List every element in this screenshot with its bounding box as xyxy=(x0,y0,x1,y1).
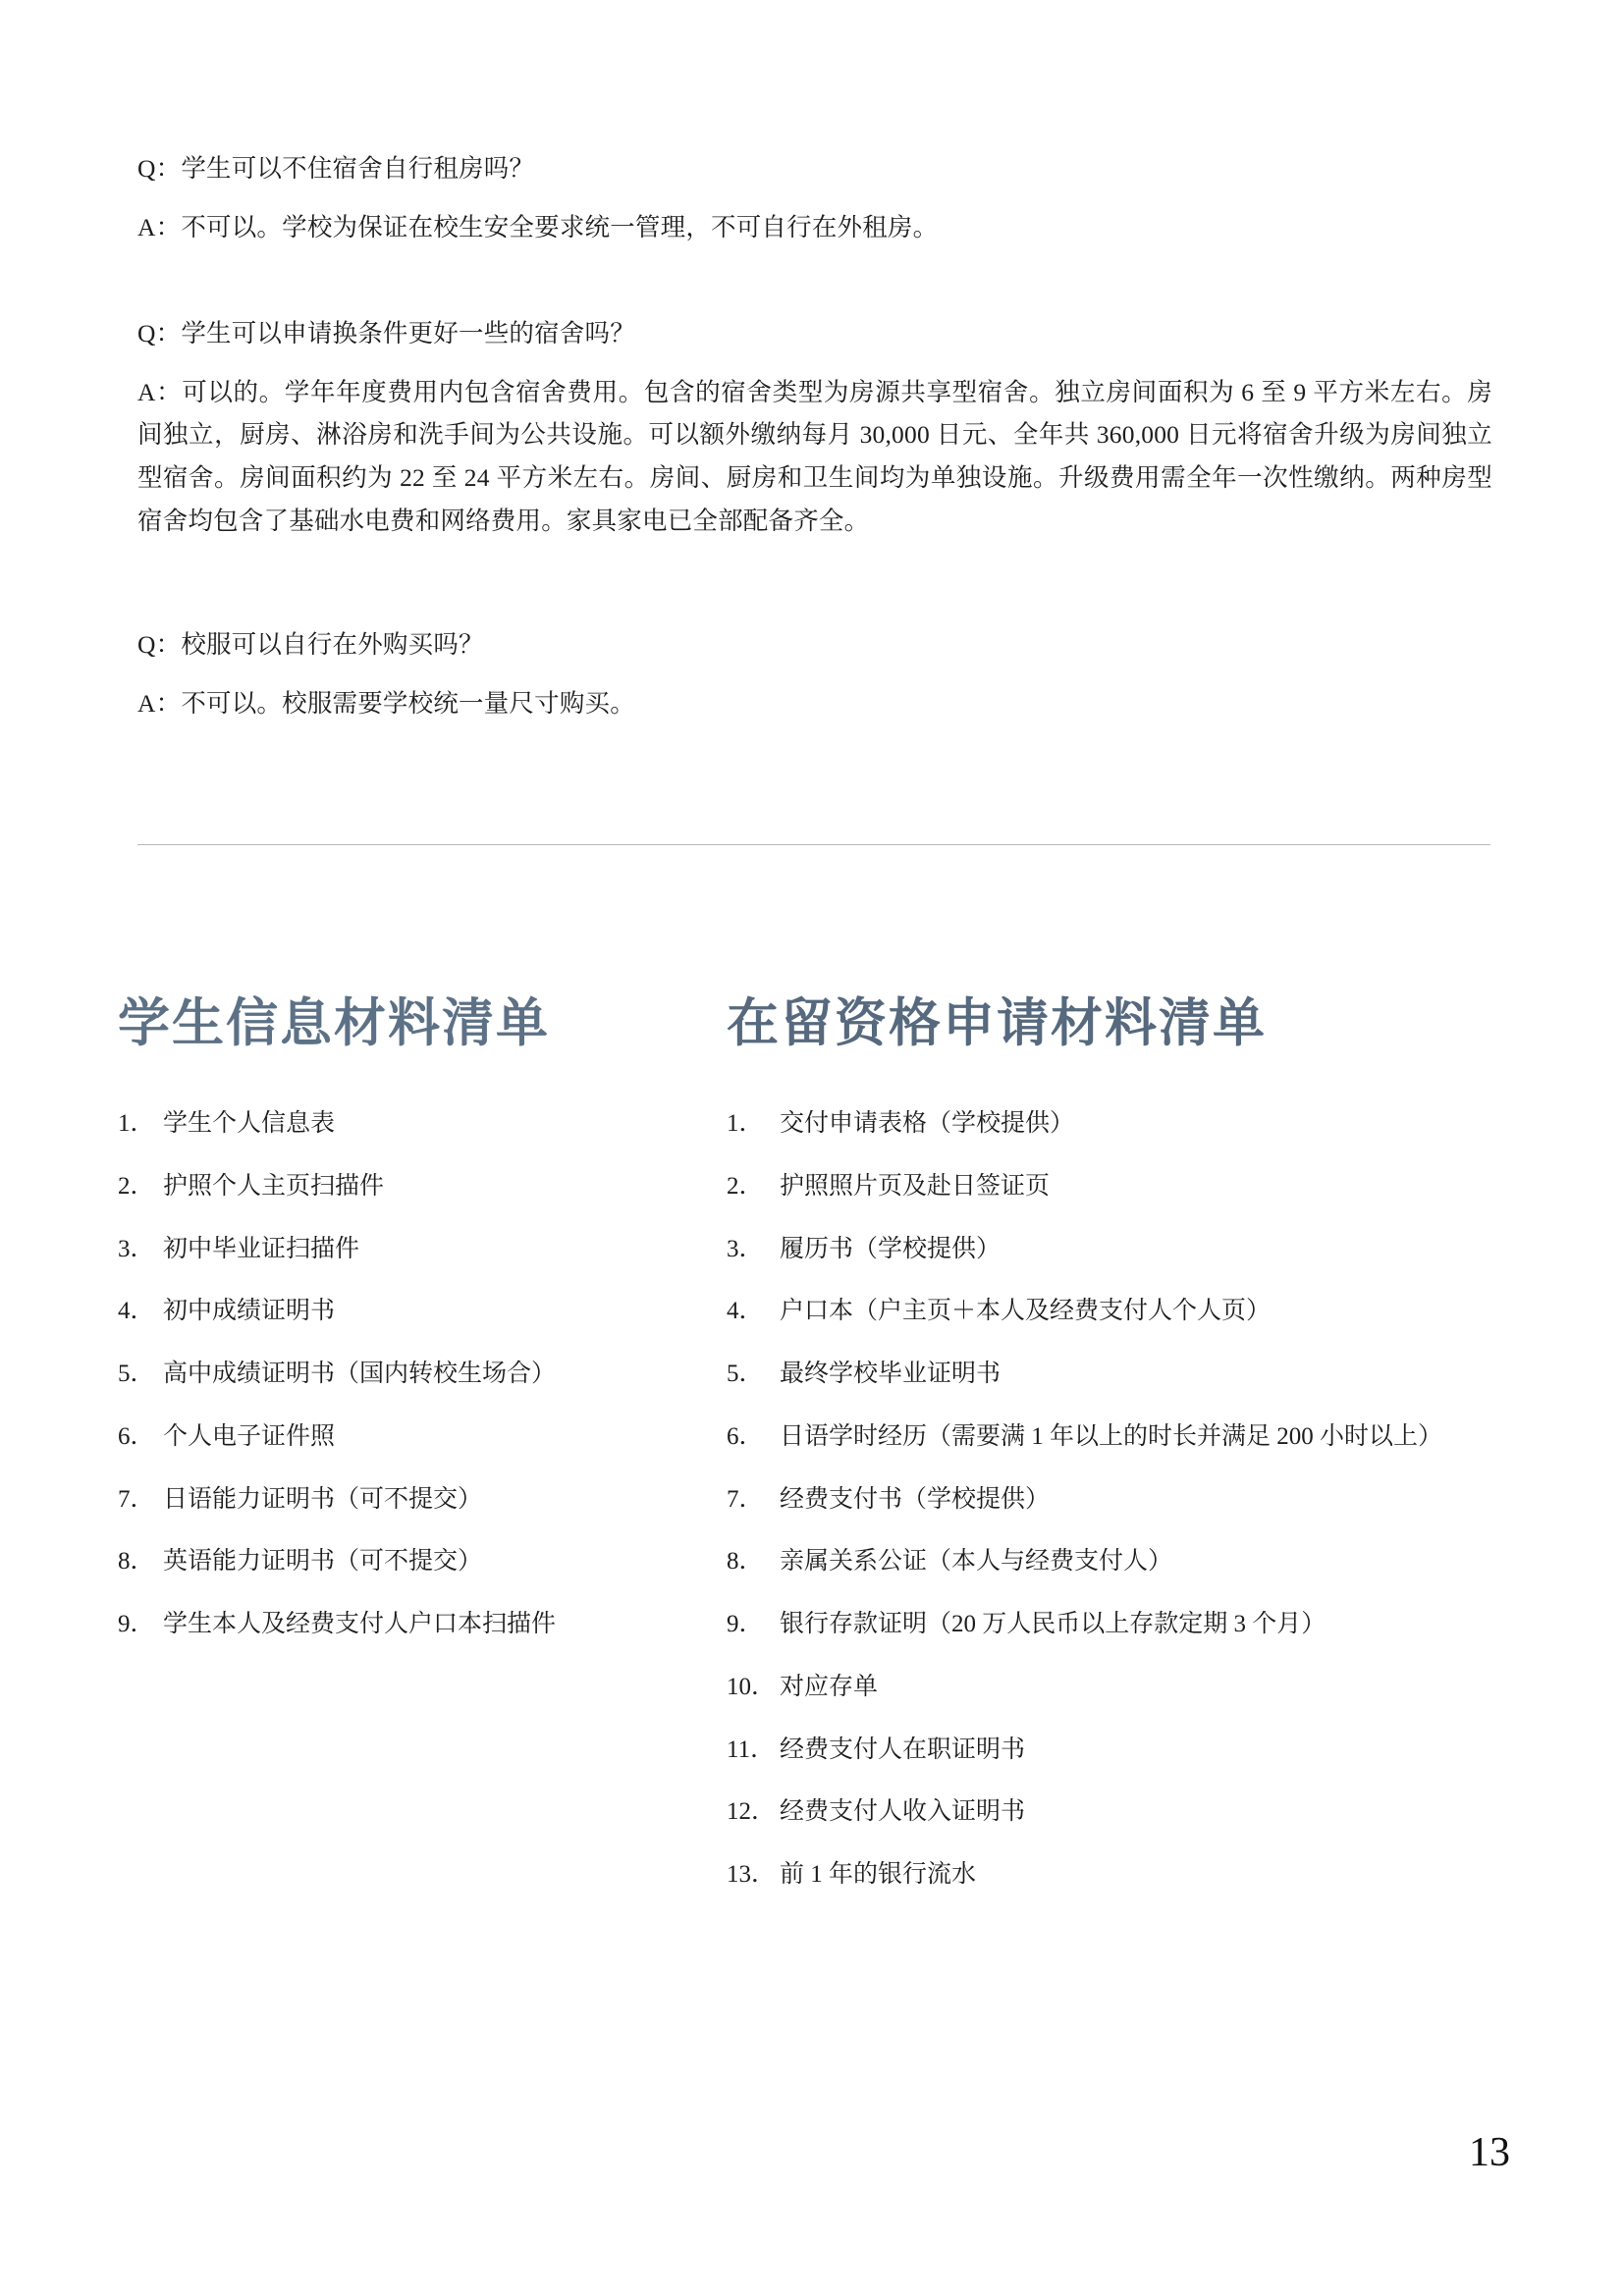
list-item xyxy=(118,1295,707,1328)
list-item xyxy=(118,1358,707,1391)
spacer xyxy=(137,283,1492,312)
list-item xyxy=(727,1671,1512,1704)
list-item-number: 10． xyxy=(727,1673,777,1700)
list-item-number: 9． xyxy=(118,1611,155,1637)
faq-item-3 xyxy=(137,623,1492,725)
faq-answer: A：不可以。校服需要学校统一量尺寸购买。 xyxy=(137,688,635,718)
list-item xyxy=(727,1734,1512,1767)
list-item xyxy=(727,1483,1512,1517)
list-item xyxy=(727,1608,1512,1641)
list-item-label: 护照照片页及赴日签证页 xyxy=(780,1172,1051,1200)
list-item-number: 7． xyxy=(118,1485,155,1513)
student-info-list-title: 学生信息材料清单 xyxy=(118,995,550,1052)
list-item-label: 履历书（学校提供） xyxy=(780,1235,1001,1262)
list-item xyxy=(727,1858,1512,1892)
list-item-number: 6． xyxy=(727,1422,764,1450)
list-item-number: 9． xyxy=(727,1611,764,1637)
list-item-label: 护照个人主页扫描件 xyxy=(163,1172,385,1200)
spacer xyxy=(137,576,1492,623)
list-item-label: 前 1 年的银行流水 xyxy=(780,1861,977,1888)
list-item-label: 日语能力证明书（可不提交） xyxy=(163,1485,483,1513)
faq-answer: A：可以的。学年年度费用内包含宿舍费用。包含的宿舍类型为房源共享型宿舍。独立房间面积为 6 至 9 平方米左右。房间独立，厨房、淋浴房和洗手间为公共设施。可以额外缴纳每月 30,000 日元、全年共 360,000 日元将宿舍升级为房间独立型宿舍。房间面积约为 22 至 24 平方米左右。房间、厨房和卫生间均为单独设施。升级费用需全年一次性缴纳。两种房型宿舍均包含了基础水电费和网络费用。家具家电已全部配备齐全。 xyxy=(137,377,1492,536)
student-info-list xyxy=(118,1107,707,1641)
list-item-number: 8． xyxy=(727,1548,764,1575)
list-item xyxy=(118,1483,707,1517)
list-item-label: 英语能力证明书（可不提交） xyxy=(163,1548,483,1575)
residence-application-list-title: 在留资格申请材料清单 xyxy=(727,995,1267,1052)
list-item xyxy=(727,1358,1512,1391)
faq-item-2 xyxy=(137,312,1492,543)
list-item xyxy=(118,1107,707,1141)
list-item-label: 高中成绩证明书（国内转校生场合） xyxy=(163,1361,557,1387)
list-item-number: 5． xyxy=(727,1361,764,1387)
list-item-number: 5． xyxy=(118,1361,155,1387)
list-item xyxy=(118,1170,707,1203)
material-lists xyxy=(108,982,1512,1921)
faq-section xyxy=(137,147,1492,759)
list-item-label: 初中毕业证扫描件 xyxy=(163,1235,360,1262)
residence-application-list-column xyxy=(707,982,1512,1921)
list-item-number: 12． xyxy=(727,1798,777,1826)
list-item-number: 4． xyxy=(727,1298,764,1325)
list-item xyxy=(727,1795,1512,1829)
list-item-number: 1． xyxy=(118,1110,155,1137)
list-item xyxy=(118,1420,707,1454)
list-item xyxy=(118,1608,707,1641)
faq-question: Q：学生可以不住宿舍自行租房吗？ xyxy=(137,154,535,183)
list-item-number: 13． xyxy=(727,1861,777,1888)
list-item-number: 4． xyxy=(118,1298,155,1325)
list-item-label: 对应存单 xyxy=(780,1673,879,1700)
page-number: 13 xyxy=(1469,2130,1510,2175)
list-item-label: 亲属关系公证（本人与经费支付人） xyxy=(780,1548,1173,1575)
list-item-number: 6． xyxy=(118,1422,155,1450)
list-item-label: 初中成绩证明书 xyxy=(163,1298,336,1325)
list-item-label: 个人电子证件照 xyxy=(163,1422,336,1450)
faq-question: Q：学生可以申请换条件更好一些的宿舍吗？ xyxy=(137,318,635,347)
list-item xyxy=(727,1295,1512,1328)
list-item-number: 1． xyxy=(727,1110,764,1137)
list-item-number: 3． xyxy=(118,1235,155,1262)
list-item xyxy=(118,1545,707,1578)
list-item-label: 学生个人信息表 xyxy=(163,1110,336,1137)
faq-answer: A：不可以。学校为保证在校生安全要求统一管理，不可自行在外租房。 xyxy=(137,212,939,241)
list-item xyxy=(727,1107,1512,1141)
list-item xyxy=(727,1233,1512,1266)
list-item-label: 经费支付书（学校提供） xyxy=(780,1485,1051,1513)
list-item-label: 经费支付人在职证明书 xyxy=(780,1735,1026,1763)
faq-question: Q：校服可以自行在外购买吗？ xyxy=(137,630,484,660)
list-item xyxy=(727,1420,1512,1454)
faq-item-1 xyxy=(137,147,1492,249)
list-item-number: 3． xyxy=(727,1235,764,1262)
list-item-label: 学生本人及经费支付人户口本扫描件 xyxy=(163,1611,557,1637)
list-item xyxy=(118,1233,707,1266)
list-item-label: 户口本（户主页＋本人及经费支付人个人页） xyxy=(780,1298,1272,1325)
list-item-label: 交付申请表格（学校提供） xyxy=(780,1110,1075,1137)
list-item-number: 8． xyxy=(118,1548,155,1575)
list-item-label: 日语学时经历（需要满 1 年以上的时长并满足 200 小时以上） xyxy=(780,1422,1443,1450)
list-item-number: 2． xyxy=(118,1172,155,1200)
list-item-number: 11． xyxy=(727,1735,776,1763)
list-item-label: 银行存款证明（20 万人民币以上存款定期 3 个月） xyxy=(780,1611,1326,1637)
list-item-number: 2． xyxy=(727,1172,764,1200)
residence-application-list xyxy=(727,1107,1512,1892)
list-item xyxy=(727,1545,1512,1578)
list-item-label: 经费支付人收入证明书 xyxy=(780,1798,1026,1826)
list-item-number: 7． xyxy=(727,1485,764,1513)
list-item xyxy=(727,1170,1512,1203)
student-info-list-column xyxy=(108,982,707,1671)
list-item-label: 最终学校毕业证明书 xyxy=(780,1361,1001,1387)
section-divider xyxy=(137,844,1490,845)
